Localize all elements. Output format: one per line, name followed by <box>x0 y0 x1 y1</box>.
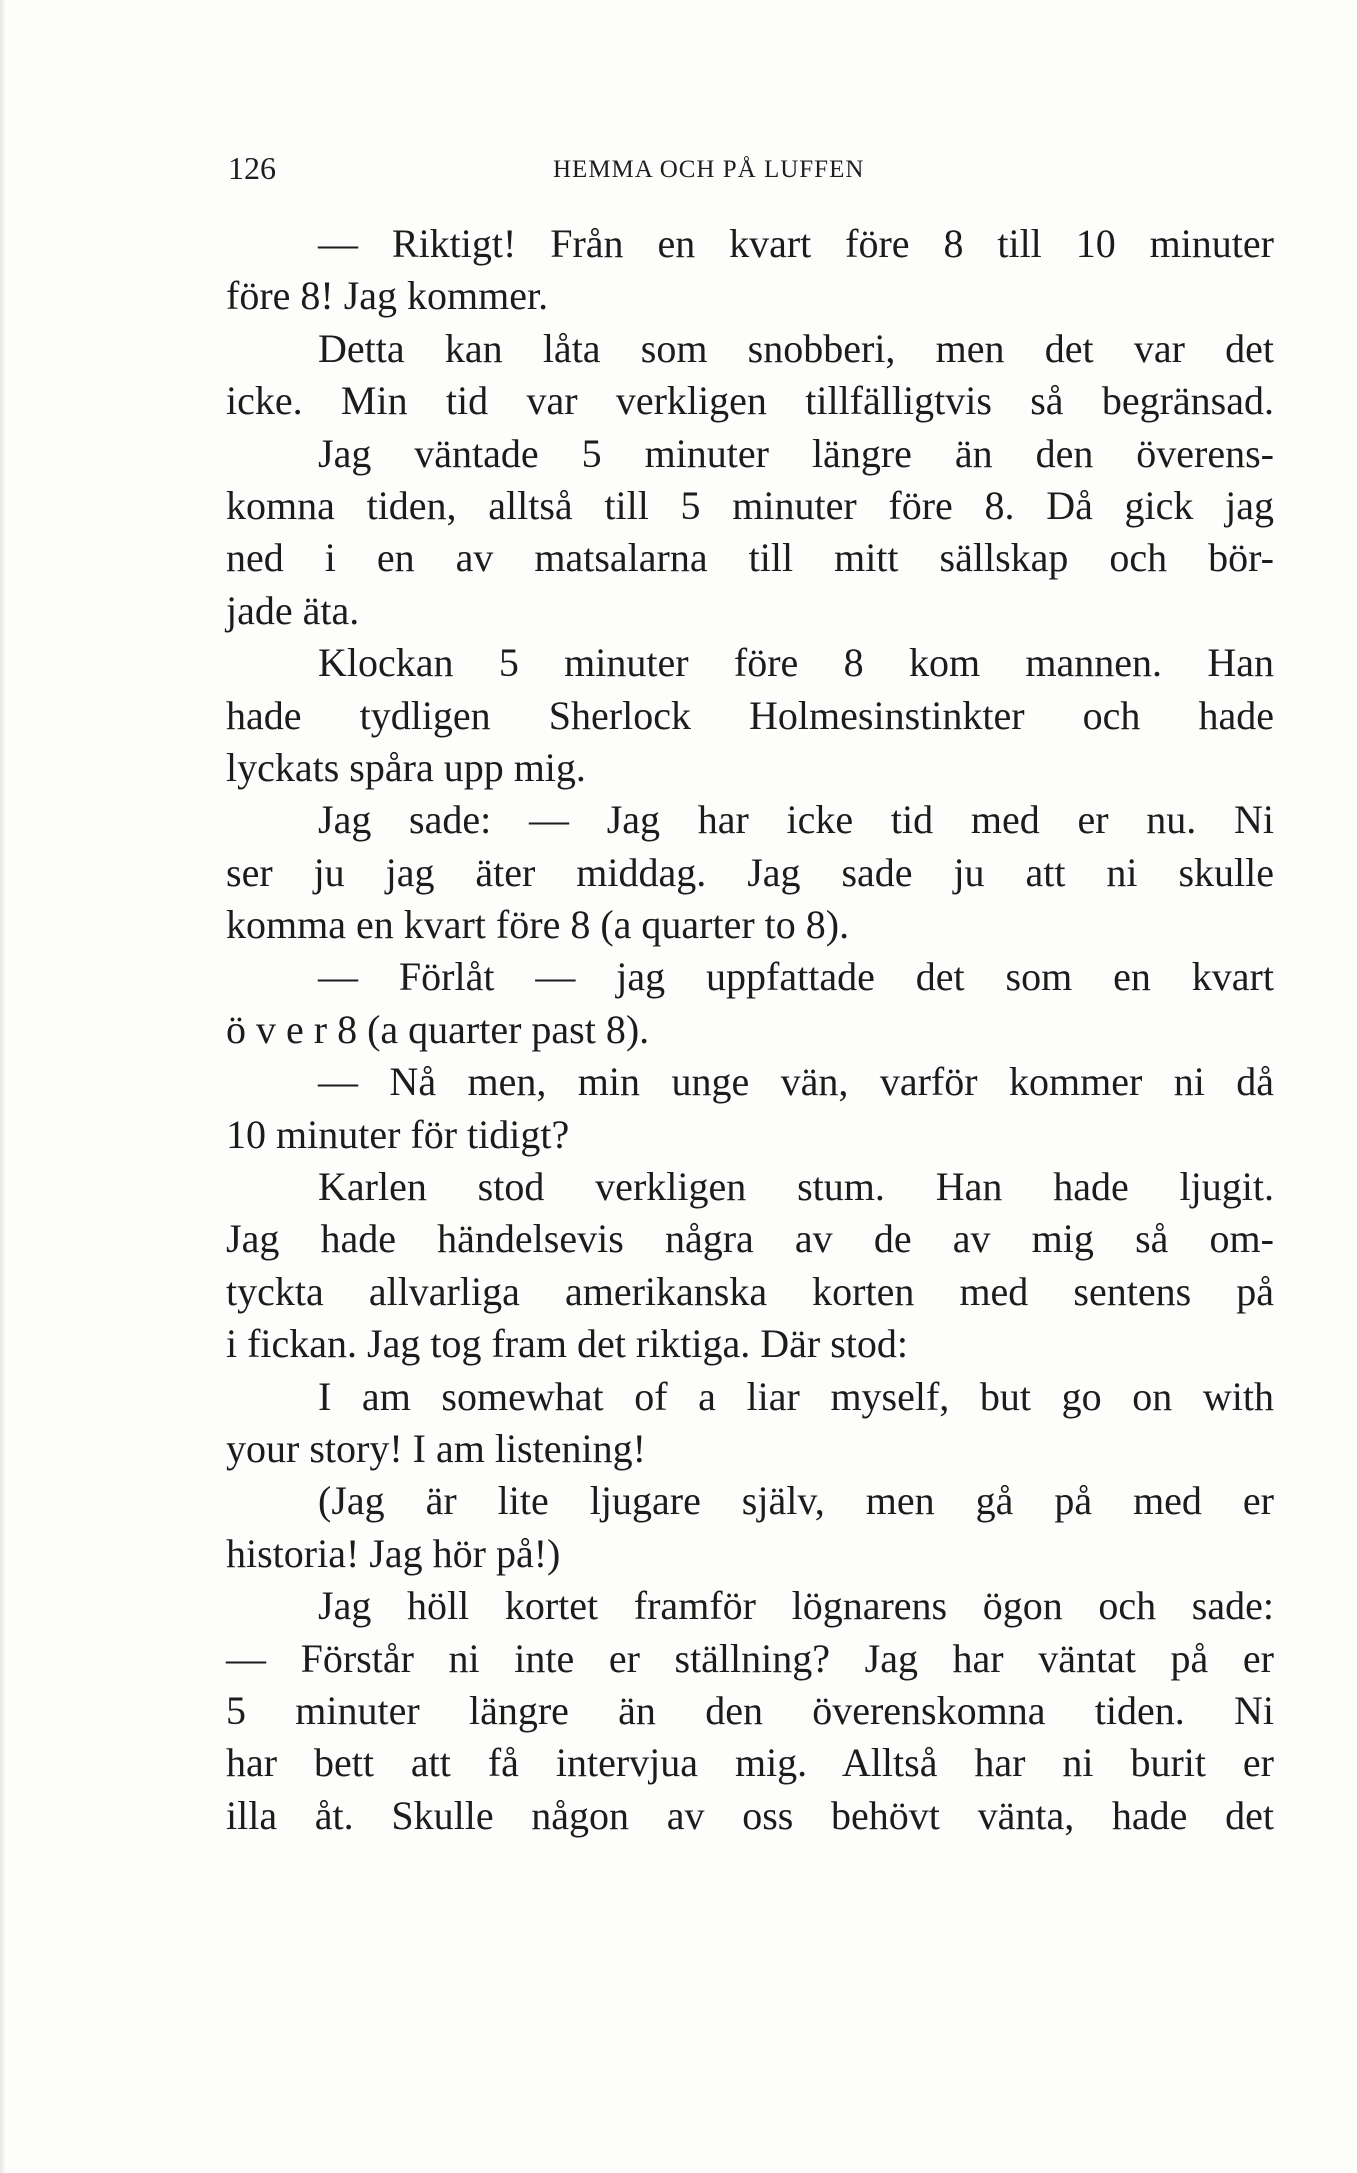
text-line: Jag hade händelsevis några av de av mig så om- <box>226 1216 1274 1262</box>
text-line: hade tydligen Sherlock Holmesinstinkter och hade <box>226 692 1274 738</box>
text-line: har bett att få intervjua mig. Alltså har ni burit er <box>226 1740 1274 1786</box>
text-line: your story! I am listening! <box>226 1425 646 1471</box>
text-line: ö v e r 8 (a quarter past 8). <box>226 1006 650 1052</box>
text-line: Jag väntade 5 minuter längre än den överens- <box>318 430 1274 476</box>
text-line: Jag höll kortet framför lögnarens ögon och sade: <box>318 1583 1274 1629</box>
page-edge-shadow <box>0 0 6 2173</box>
text-line: ser ju jag äter middag. Jag sade ju att ni skulle <box>226 849 1274 895</box>
text-line: tyckta allvarliga amerikanska korten med sentens på <box>226 1268 1274 1314</box>
text-line: historia! Jag hör på!) <box>226 1530 561 1576</box>
text-line: I am somewhat of a liar myself, but go on with <box>318 1373 1274 1419</box>
text-line: 5 minuter längre än den överenskomna tiden. Ni <box>226 1687 1274 1733</box>
text-line: komna tiden, alltså till 5 minuter före 8. Då gick jag <box>226 482 1274 528</box>
text-line: — Nå men, min unge vän, varför kommer ni då <box>318 1059 1274 1105</box>
body-text <box>226 218 1274 1842</box>
page-number: 126 <box>228 150 276 186</box>
text-line: före 8! Jag kommer. <box>226 273 549 319</box>
text-line: (Jag är lite ljugare själv, men gå på med er <box>318 1478 1274 1524</box>
page-header <box>228 150 1268 200</box>
text-line: komma en kvart före 8 (a quarter to 8). <box>226 902 850 948</box>
text-line: lyckats spåra upp mig. <box>226 744 586 790</box>
text-line: illa åt. Skulle någon av oss behövt vänta, hade det <box>226 1792 1274 1838</box>
text-line: — Riktigt! Från en kvart före 8 till 10 minuter <box>318 221 1274 266</box>
text-line: Karlen stod verkligen stum. Han hade ljugit. <box>318 1164 1274 1210</box>
text-line: ned i en av matsalarna till mitt sällskap och bör- <box>226 535 1274 581</box>
text-line: 10 minuter för tidigt? <box>226 1111 570 1157</box>
text-line: Jag sade: — Jag har icke tid med er nu. Ni <box>318 797 1274 843</box>
text-line: — Förlåt — jag uppfattade det som en kvart <box>318 954 1274 1000</box>
text-line: — Förstår ni inte er ställning? Jag har väntat på er <box>226 1635 1274 1681</box>
text-line: Klockan 5 minuter före 8 kom mannen. Han <box>318 640 1274 686</box>
text-line: Detta kan låta som snobberi, men det var det <box>318 325 1274 371</box>
running-head: HEMMA OCH PÅ LUFFEN <box>553 156 865 183</box>
text-line: jade äta. <box>226 587 360 633</box>
text-line: icke. Min tid var verkligen tillfälligtvis så begränsad. <box>226 378 1274 424</box>
text-line: i fickan. Jag tog fram det riktiga. Där stod: <box>226 1321 909 1367</box>
